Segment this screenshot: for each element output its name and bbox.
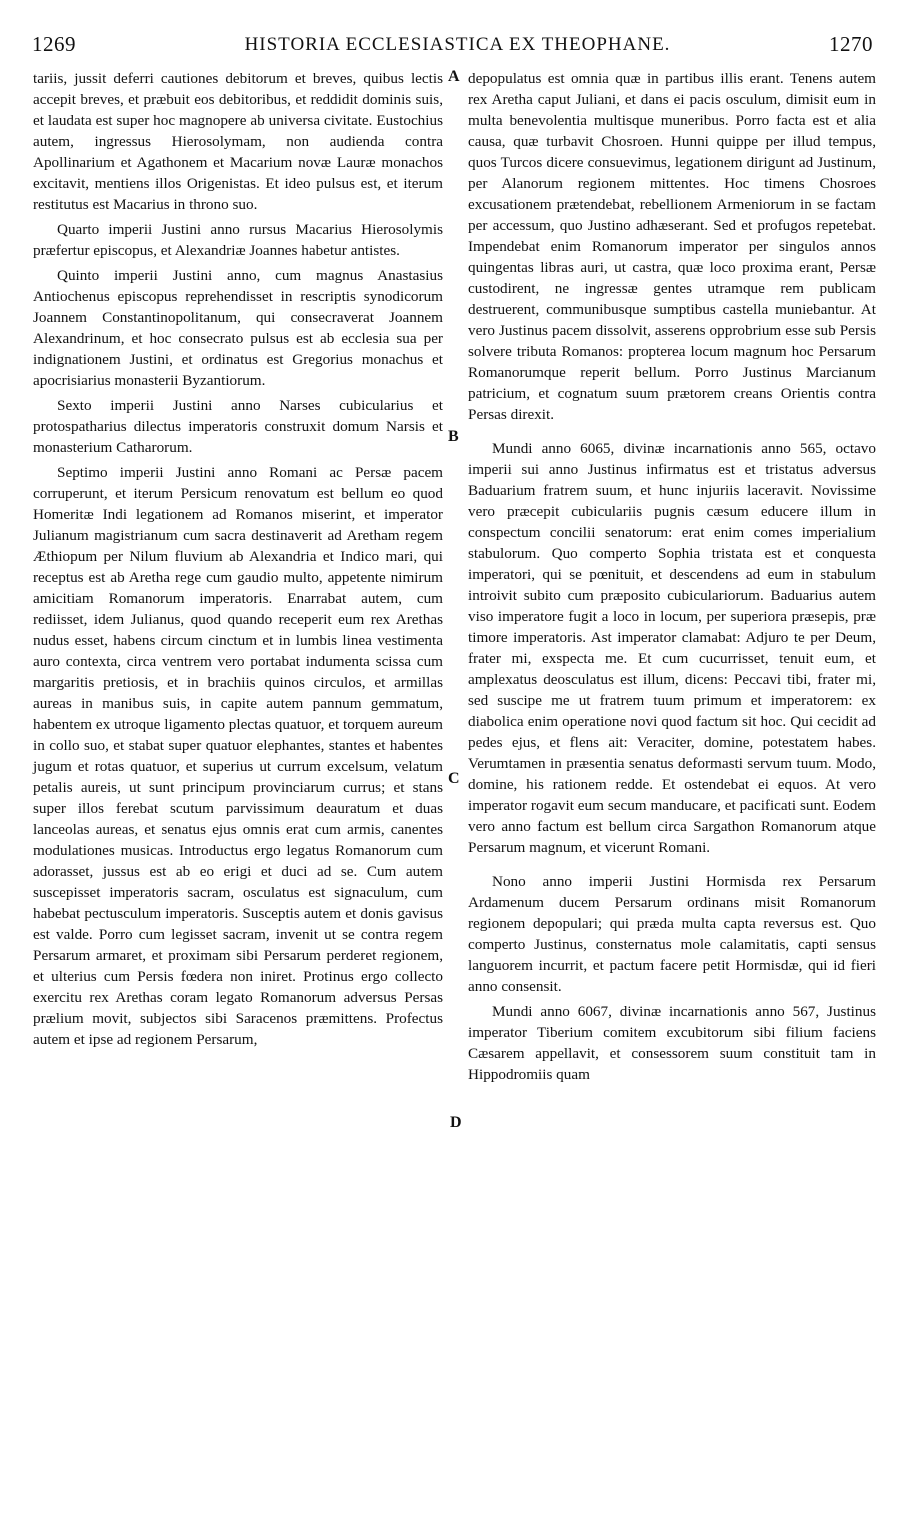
paragraph: Sexto imperii Justini anno Narses cubicularius et protospatharius dilectus imperatoris construxit domum Narsis et monasterium Catharorum. bbox=[33, 397, 443, 456]
paragraph: tariis, jussit deferri cautiones debitorum et breves, quibus lectis accepit breves, et præbuit eos debitoribus, et reddidit dominis suis, et laudata est super hoc magnopere ab universa civitate. Eustochius autem, ingressus Hierosolymam, non audienda contra Apollinarium et Agathonem et Macarium novæ Lauræ monachos excitavit, mentiens illos Origenistas. Et ideo pulsus est, et iterum restitutus est Macarius in throno suo. bbox=[33, 70, 443, 213]
page-number-left: 1269 bbox=[32, 32, 76, 56]
paragraph: Mundi anno 6065, divinæ incarnationis anno 565, octavo imperii sui anno Justinus infirmatus est et tristatus adversus Baduarium fratrem suum, et hunc injuriis laceravit. Novissime vero præcepit cubiculariis pugnis cæsum educere illum in conspectum concilii senatorum: erat enim comes imperialium stabulorum. Quo comperto Sophia tristata est et conquesta imperatori, qui se pœnituit, et descendens ad eum in stabulum introivit subito cum præposito cubiculariorum. Baduarius autem viso imperatore fugit a loco in locum, per superiora præsepis, præ timore imperatoris. Ast imperator clamabat: Adjuro te per Deum, frater mi, exspecta me. Et cum cucurrisset, tenuit eum, et amplexatus deosculatus est illum, dicens: Peccavi tibi, frater mi, sed suscipe me ut fratrem tuum primum et imperatorem: ex diabolica enim operatione novi quod factum sit hoc. Qui cecidit ad pedes ejus, et flens ait: Veraciter, domine, potestatem habes. Verumtamen in præsentia senatus deformasti servum tuum. Modo, domine, his rationem redde. Et ostendebat ei equos. At vero imperator rogavit eum secum manducare, et pacificati sunt. Eodem vero anno factum est bellum circa Sargathon Romanorum atque Persarum magnum, et vicerunt Romani. bbox=[468, 440, 876, 856]
page-number-right: 1270 bbox=[829, 32, 873, 56]
right-column bbox=[468, 68, 876, 1085]
margin-marker-a: A bbox=[448, 68, 460, 85]
paragraph: depopulatus est omnia quæ in partibus illis erant. Tenens autem rex Aretha caput Juliani, et dans ei pacis osculum, dimisit eum in multa benevolentia multisque muneribus. Porro facta est et alia causa, quæ turbavit Chosroen. Hunni quippe per illud tempus, quos Turcos dicere consuevimus, legationem dirigunt ad Justinum, per Alanorum regionem mittentes. Hoc timens Chosroes excusationem prætendebat, rebellionem Armeniorum in se factam per accessum, quo Justino adhæserant. Sed et profugos repetebat. Impendebat enim Romanorum imperator per singulos annos quingentas libras auri, ut castra, quæ loco proxima erant, Persæ custodirent, ne ingressæ gentes utramque rem publicam destruerent, communibusque sumptibus castella muniebantur. At vero Justinus pacem dissolvit, asserens opprobrium esse sub Persis solvere tributa Romanos: propterea locum magnum hoc Persarum Romanorumque reperit bellum. Porro Justinus Marcianum patricium, et cognatum suum prætorem creans Orientis contra Persas direxit. bbox=[468, 70, 876, 423]
margin-marker-c: C bbox=[448, 770, 460, 787]
paragraph: Quinto imperii Justini anno, cum magnus Anastasius Antiochenus episcopus reprehendisset in rescriptis synodicorum Joannem Constantinopolitanum, qui consecraverat Joannem Alexandrinum, et hoc consecrato pulsus est ab ecclesia sua per indignationem Justini, et ordinatus est Gregorius monachus et apocrisiarius monasterii Byzantiorum. bbox=[33, 267, 443, 389]
paragraph: Quarto imperii Justini anno rursus Macarius Hierosolymis præfertur episcopus, et Alexandriæ Joannes habetur antistes. bbox=[33, 221, 443, 259]
margin-marker-b: B bbox=[448, 428, 459, 445]
page-header bbox=[0, 0, 915, 60]
paragraph: Mundi anno 6067, divinæ incarnationis anno 567, Justinus imperator Tiberium comitem excubitorum sibi filium faciens Cæsarem appellavit, et consessorem suum constituit tam in Hippodromiis quam bbox=[468, 1003, 876, 1083]
left-column bbox=[33, 68, 443, 1050]
running-title: HISTORIA ECCLESIASTICA EX THEOPHANE. bbox=[244, 34, 671, 55]
paragraph: Nono anno imperii Justini Hormisda rex Persarum Ardamenum ducem Persarum ordinans misit Romanorum regionem depopulari; qui præda multa capta reversus est. Quo comperto Justinus, consternatus mole calamitatis, capti sensus languorem incurrit, et pactum facere petit Hormisdæ, qui id fieri anno consensit. bbox=[468, 873, 876, 995]
paragraph: Septimo imperii Justini anno Romani ac Persæ pacem corruperunt, et iterum Persicum renovatum est bellum eo quod Homeritæ Indi legationem ad Romanos miserint, et imperator Julianum magistrianum cum sacra destinaverit ad Aretham regem Æthiopum per Nilum fluvium ab Alexandria et Indico mari, qui receptus est ab Aretha rege cum gaudio multo, appetente nimirum amicitiam Romanorum imperatoris. Enarrabat autem, cum rediisset, idem Julianus, quod quando receperit eum rex Arethas nudus esset, habens circum cinctum et in lumbis linea vestimenta auro contexta, circa ventrem vero portabat indumenta scissa cum margaritis pretiosis, et in brachiis quinos circulos, et armillas aureas in manibus suis, in capite autem pannum gemmatum, habentem ex utroque ligamento plectas quatuor, et torquem aureum in collo suo, et stabat super quatuor elephantes, stantes et habentes jugum et rotas quatuor, et superius ut currum excelsum, velatum petalis aureis, ut sunt principum provinciarum currus; et stans super illos ferebat scutum parvissimum deauratum et duas lanceolas aureas, et senatus ejus omnis erat cum armis, canentes modulationes musicas. Introductus ergo legatus Romanorum cum adorasset, jussus est ab eo erigi et duci ad se. Cum autem suscepisset imperatoris sacram, osculatus est signaculum, cum habebat pectusculum imperatoris. Susceptis autem et donis gavisus est valde. Porro cum legisset sacram, invenit ut se contra regem Persarum armaret, et proximam sibi Persarum perderet regionem, et ulterius cum Persis fœdera non iniret. Protinus ergo collecto exercitu rex Arethas coram legato Romanorum adversus Persas prælium movit, subjectos sibi Saracenos præmittens. Profectus autem et ipse ad regionem Persarum, bbox=[33, 464, 443, 1048]
margin-marker-d: D bbox=[450, 1114, 462, 1131]
